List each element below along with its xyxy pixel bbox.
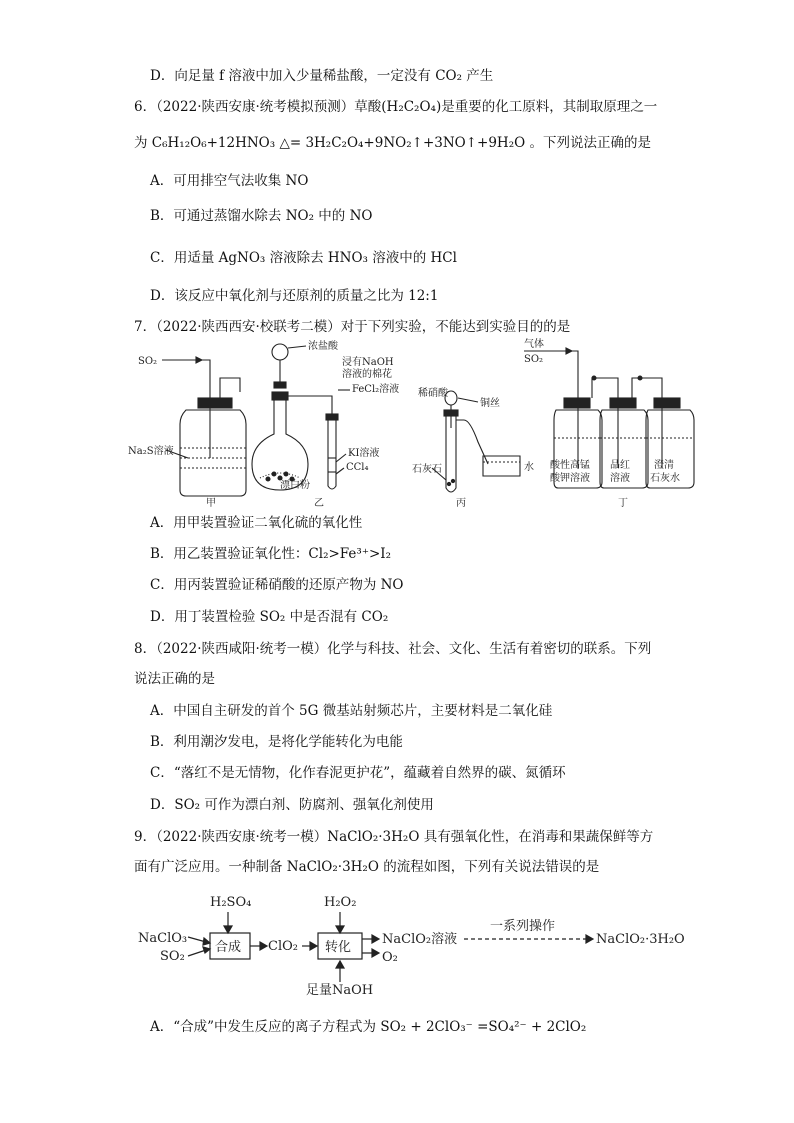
q6-option-b: B．可通过蒸馏水除去 NO₂ 中的 NO [150, 208, 373, 224]
q8-option-a: A．中国自主研发的首个 5G 微基站射频芯片，主要材料是二氧化硅 [150, 703, 553, 719]
ding-pinhong-label-2: 溶液 [610, 473, 630, 484]
bing-wire-label: 铜丝 [480, 398, 500, 409]
bing-acid-label: 稀硝酸 [418, 388, 448, 399]
q6-stem-line1: 6．（2022·陕西安康·统考模拟预测）草酸(H₂C₂O₄)是重要的化工原料，其制取原理之一 [134, 99, 658, 115]
flow-operations: 一系列操作 [490, 919, 556, 934]
yi-caption: 乙 [314, 498, 324, 509]
apparatus-bing [412, 386, 534, 509]
q8-option-b: B．利用潮汐发电，是将化学能转化为电能 [150, 734, 403, 750]
apparatus-ding [524, 338, 694, 509]
yi-fecl2-label: FeCl₂溶液 [352, 384, 400, 395]
flow-naclo2-solution: NaClO₂溶液 [382, 932, 458, 947]
jia-gas-label: SO₂ [138, 356, 158, 367]
flow-h2o2: H₂O₂ [324, 895, 357, 910]
q8-option-d: D．SO₂ 可作为漂白剂、防腐剂、强氧化剂使用 [150, 797, 434, 813]
yi-acid-label: 浓盐酸 [308, 341, 338, 352]
flow-o2: O₂ [382, 950, 398, 965]
ding-pinhong-label-1: 品红 [610, 460, 630, 471]
flow-h2so4: H₂SO₄ [210, 895, 252, 910]
ding-lime-label-1: 澄清 [654, 460, 674, 471]
ding-kmno4-label-2: 酸钾溶液 [550, 473, 590, 484]
q6-stem-line2: 为 C₆H₁₂O₆+12HNO₃ △= 3H₂C₂O₄+9NO₂↑+3NO↑+9H₂O 。下列说法正确的是 [134, 135, 651, 151]
q7-option-d: D．用丁装置检验 SO₂ 中是否混有 CO₂ [150, 609, 389, 625]
bing-stone-label: 石灰石 [412, 464, 442, 475]
yi-ki-label: KI溶液 [348, 448, 380, 459]
flow-input-so2: SO₂ [160, 949, 185, 964]
yi-powder-label: 漂白粉 [280, 480, 310, 491]
apparatus-yi [252, 339, 399, 509]
flow-input-naclo3: NaClO₃ [138, 931, 188, 946]
q8-stem-line1: 8．（2022·陕西咸阳·统考一模）化学与科技、社会、文化、生活有着密切的联系。下列 [134, 641, 652, 657]
q7-option-a: A．用甲装置验证二氧化硫的氧化性 [150, 515, 363, 531]
yi-cotton-label-1: 浸有NaOH [342, 357, 394, 368]
q7-option-c: C．用丙装置验证稀硝酸的还原产物为 NO [150, 577, 404, 593]
flow-clo2: ClO₂ [268, 939, 298, 954]
ding-lime-label-2: 石灰水 [650, 473, 680, 484]
ding-gas-label-1: 气体 [524, 339, 544, 350]
bing-water-label: 水 [524, 462, 534, 473]
flow-naoh: 足量NaOH [306, 983, 374, 998]
yi-ccl4-label: CCl₄ [346, 462, 369, 473]
q7-option-b: B．用乙装置验证氧化性：Cl₂>Fe³⁺>I₂ [150, 546, 392, 562]
q5-option-d: D．向足量 f 溶液中加入少量稀盐酸，一定没有 CO₂ 产生 [150, 68, 494, 84]
q6-option-c: C．用适量 AgNO₃ 溶液除去 HNO₃ 溶液中的 HCl [150, 250, 457, 266]
q6-option-a: A．可用排空气法收集 NO [150, 173, 309, 189]
apparatus-jia [128, 356, 246, 509]
flow-box-conversion-label: 转化 [325, 940, 352, 955]
q7-apparatus-figure [128, 338, 708, 510]
jia-caption: 甲 [206, 498, 216, 509]
q9-flow-diagram [130, 886, 700, 998]
q7-stem: 7．（2022·陕西西安·校联考二模）对于下列实验，不能达到实验目的的是 [134, 319, 571, 335]
ding-gas-label-2: SO₂ [524, 354, 544, 365]
ding-caption: 丁 [618, 498, 628, 509]
q6-option-d: D．该反应中氧化剂与还原剂的质量之比为 12:1 [150, 288, 439, 304]
yi-cotton-label-2: 溶液的棉花 [342, 369, 392, 380]
ding-kmno4-label-1: 酸性高锰 [550, 460, 590, 471]
q8-option-c: C．“落红不是无情物，化作春泥更护花”，蕴藏着自然界的碳、氮循环 [150, 765, 566, 781]
flow-product: NaClO₂·3H₂O [596, 932, 685, 947]
flow-box-synthesis-label: 合成 [215, 940, 242, 955]
q9-option-a: A．“合成”中发生反应的离子方程式为 SO₂ + 2ClO₃⁻ =SO₄²⁻ + 2ClO₂ [150, 1019, 587, 1035]
jia-solution-label: Na₂S溶液 [128, 446, 174, 457]
q9-stem-line1: 9．（2022·陕西安康·统考一模）NaClO₂·3H₂O 具有强氧化性，在消毒和果蔬保鲜等方 [134, 829, 654, 845]
q9-stem-line2: 面有广泛应用。一种制备 NaClO₂·3H₂O 的流程如图，下列有关说法错误的是 [134, 859, 600, 875]
bing-caption: 丙 [456, 498, 466, 509]
q8-stem-line2: 说法正确的是 [134, 671, 215, 687]
